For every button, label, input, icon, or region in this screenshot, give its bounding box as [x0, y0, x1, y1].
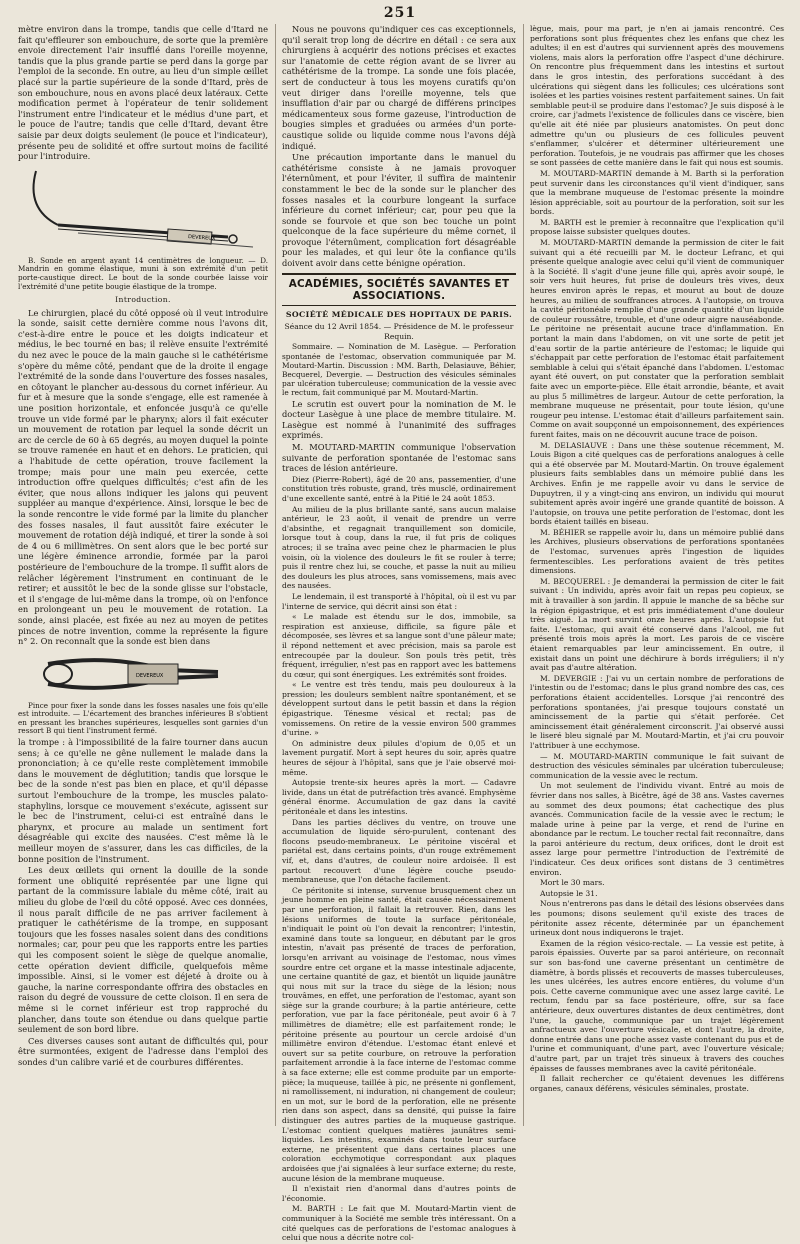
paragraph: Mort le 30 mars. — [540, 878, 605, 888]
paragraph: Le scrutin est ouvert pour la nomination de M. le docteur Lasègue à une place de membre titulaire. M. Lasègue est nommé à l'unanimité des suffrages exprimés. — [282, 398, 516, 441]
society-title: SOCIÉTÉ MÉDICALE DES HOPITAUX DE PARIS. — [285, 309, 513, 319]
paragraph: Il fallait rechercher ce qu'étaient devenues les différens organes, canaux déférens, vésicules séminales, prostate. — [530, 1074, 784, 1093]
seance-line: Séance du 12 Avril 1854. — Présidence de M. le professeur Requin. — [284, 322, 514, 341]
paragraph: Autopsie le 31. — [540, 888, 598, 898]
paragraph: Diez (Pierre-Robert), âgé de 20 ans, passementier, d'une constitution très robuste, grand, très musclé, ordinairement d'une excellente santé, entré à la Pitié le 24 août 1853. — [282, 474, 516, 503]
paragraph: M. DELASIAUVE : Dans une thèse soutenue récemment, M. Louis Bigon a cité quelques cas de perforations analogues à celle qui a été observée par M. Moutard-Martin. On trouve également plusieurs faits semblables dans un mémoire publié dans les Archives. Enfin je me rappelle avoir vu dans le service de Dupuytren, il y a vingt-cinq ans environ, un individu qui mourut subitement après avoir ingéré une grande quantité de boisson. A l'autopsie, on trouva une petite perforation de l'estomac, dont les bords étaient taillés en biseau. — [530, 440, 784, 527]
middle-column — [282, 24, 516, 1244]
paragraph: mètre environ dans la trompe, tandis que celle d'Itard ne fait qu'effleurer son embouchure, de sorte que la première envoie directement l'air insufflé dans l'oreille moyenne, tandis que la plus grande partie se perd dans la gorge par l'emploi de la seconde. En outre, au lieu d'un simple œillet placé sur la partie supérieure de la sonde d'Itard, près de son embouchure, nous en avons placé deux latéraux. Cette modification permet à l'opérateur de tenir solidement l'instrument entre l'indicateur et le médius d'une part, et le pouce de l'autre; tandis que celle d'Itard, devant être saisie par deux doigts seulement (le pouce et l'indicateur), présente peu de solidité et offre surtout moins de facilité pour l'introduire. — [18, 24, 268, 162]
figure-caption: B. Sonde en argent ayant 14 centimètres de longueur. — D. Mandrin en gomme élastique, muni à son extrémité d'un petit porte-caustique direct. Le bout de la sonde courbée laisse voir l'extrémité d'une petite bougie élastique de la trompe. — [18, 255, 268, 291]
paragraph: « Le ventre est très tendu, mais peu douloureux à la pression; les douleurs semblent naître spontanément, et se développent surtout dans le petit bassin et dans la région épigastrique. Ténesme vésical et rectal; pas de vomissemens. On retire de la vessie environ 500 grammes d'urine. » — [282, 680, 516, 738]
figure-pince — [18, 648, 268, 736]
paragraph: Nous ne pouvons qu'indiquer ces cas exceptionnels, qu'il serait trop long de décrire en détail : ce sera aux chirurgiens à acquérir des notions précises et exactes sur l'anatomie de cette région avant de se livrer au cathétérisme de la trompe. La sonde une fois placée, sert de conducteur à tous les moyens curatifs qu'on veut diriger dans l'oreille moyenne, tels que insufflation d'air par ou chargé de différens principes médicamenteux sous forme gazeuse, l'introduction de bougies simples et graduées ou armées d'un porte-caustique solide ou liquide comme nous l'avons déjà indiqué. — [282, 24, 516, 151]
paragraph: Dans les parties déclives du ventre, on trouve une accumulation de liquide séro-purulent, contenant des flocons pseudo-membraneux. Le péritoine viscéral et pariétal est, dans certains points, d'un rouge extrêmement vif, et, dans d'autres, de couleur noire ardoisée. Il est partout recouvert d'une légère couche pseudo-membraneuse, que l'on détache facilement. — [282, 817, 516, 885]
paragraph: Il n'existait rien d'anormal dans d'autres points de l'économie. — [282, 1184, 516, 1203]
paragraph: la trompe : à l'impossibilité de la faire tourner dans aucun sens; à ce qu'elle ne gêne nullement le malade dans la prononciation; à ce qu'elle reste complètement immobile dans le mouvement de déglutition; tandis que lorsque le bec de la sonde n'est pas bien en place, et qu'il dépasse surtout l'embouchure de la trompe, les muscles palato-staphylins, lorsque ce mouvement s'exécute, agissent sur le bec de l'instrument, celui-ci est entraîné dans le pharynx, et procure au malade un sentiment fort désagréable qui excite des nausées. C'est même là le meilleur moyen de s'assurer, dans les cas difficiles, de la bonne position de l'instrument. — [18, 737, 268, 864]
column-rule — [523, 24, 524, 1126]
paragraph: Le lendemain, il est transporté à l'hôpital, où il est vu par l'interne de service, qui décrit ainsi son état : — [282, 591, 516, 611]
left-column — [18, 24, 268, 1068]
paragraph: Le chirurgien, placé du côté opposé où il veut introduire la sonde, saisit cette dernière comme nous l'avons dit, c'est-à-dire entre le pouce et les doigts indicateur et médius, le bec tourné en bas; il relève ensuite l'extrémité du nez avec le pouce de la main gauche si le cathétérisme s'opère du même côté, pendant que de la droite il engage l'extrémité de la sonde dans l'ouverture des fosses nasales, en côtoyant le plancher au-dessous du cornet inférieur. Au fur et à mesure que la sonde s'engage, elle est ramenée à une position horizontale, et enfoncée jusqu'à ce qu'elle trouve un vide formé par le pharynx; alors il fait exécuter un mouvement de rotation par lequel la sonde décrit un arc de cercle de 60 à 65 degrés, au moyen duquel la pointe se trouve ramenée en haut et en dehors. Le praticien, qui a l'habitude de cette opération, trouve facilement la trompe; mais pour une main peu exercée, cette introduction offre quelques difficultés; c'est afin de les éviter, que nous allons indiquer les jalons qui peuvent suppléer au manque d'expérience. Ainsi, lorsque le bec de la sonde rencontre le vide formé par la limite du plancher des fosses nasales, il faut aussitôt faire exécuter le mouvement de rotation déjà indiqué, et tirer la sonde à soi de 4 ou 6 millimètres. On sent alors que le bec porté sur une légère éminence arrondie, formée par la paroi postérieure de l'embouchure de la trompe. Il suffit alors de relâcher légèrement l'instrument en continuant de le retirer; et aussitôt le bec de la sonde glisse sur l'obstacle, et il s'engage de lui-même dans la trompe, où on l'enfonce en prolongeant un peu le mouvement de rotation. La sonde, ainsi placée, est fixée au nez au moyen de petites pinces de notre invention, comme la représente la figure n° 2. On reconnaît que la sonde est bien dans — [18, 307, 268, 647]
paragraph: Nous n'entrerons pas dans le détail des lésions observées dans les poumons; disons seulement qu'il existe des traces de péritonite assez récente, déterminée par un épanchement urineux dont nous indiquerons le trajet. — [530, 899, 784, 938]
paragraph: Au milieu de la plus brillante santé, sans aucun malaise antérieur, le 23 août, il venait de prendre un verre d'absinthe, et regagnait tranquillement son domicile, lorsque tout à coup, dans la rue, il fut pris de coliques atroces; il se traîna avec peine chez le pharmacien le plus voisin, où la violence des douleurs le fit se rouler à terre; puis il rentre chez lui, se couche, et passe la nuit au milieu des douleurs les plus atroces, sans vomissemens, mais avec des nausées. — [282, 504, 516, 591]
paragraph: M. BECQUEREL : Je demanderai la permission de citer le fait suivant : Un individu, après avoir fait un repas peu copieux, se mit à travailler à son jardin. Il appuie le manche de sa bêche sur la région épigastrique, et est pris immédiatement d'une douleur très aiguë. La mort survint onze heures après. L'autopsie fut faite. L'estomac, qui avait été conservé dans l'alcool, me fut présenté trois mois après la mort. Les parois de ce viscère étaient remarquables par leur amincissement. En outre, il existait dans un point une déchirure à bords irréguliers; il n'y avait pas d'autre altération. — [530, 576, 784, 673]
figure-sonde — [18, 163, 268, 291]
right-column — [530, 24, 784, 1094]
paragraph: M. BARTH est le premier à reconnaître que l'explication qu'il propose laisse subsister quelques doutes. — [530, 217, 784, 237]
paragraph: Ce péritonite si intense, survenue brusquement chez un jeune homme en pleine santé, était causée nécessairement par une perforation, il fallait la retrouver. Rien, dans les lésions uniformes de toute la surface péritonéale, n'indiquait le point où l'on devait la rencontrer; l'intestin, examiné dans toute sa longueur, en débutant par le gros intestin, n'avait pas présenté de traces de perforation, lorsqu'en arrivant au voisinage de l'estomac, nous vîmes sourdre entre cet organe et la masse intestinale adjacente, une certaine quantité de gaz, et bientôt un liquide jaunâtre qui nous mit sur la trace du siège de la lésion; nous trouvâmes, en effet, une perforation de l'estomac, ayant son siège sur la grande courbure; à la partie antérieure, cette perforation, vue par la face péritonéale, peut avoir 6 à 7 millimètres de diamètre; elle est parfaitement ronde; le péritoine présente au pourtour un cercle ardoisé d'un millimètre environ d'étendue. L'estomac étant enlevé et ouvert sur sa petite courbure, on retrouve la perforation parfaitement arrondie à la face interne de l'estomac comme à sa face externe; elle est comme produite par un emporte-pièce; la muqueuse, taillée à pic, ne présente ni gonflement, ni ramollissement, ni induration, ni changement de couleur; en un mot, sur le bord de la perforation, elle ne présente rien dans son aspect, dans sa densité, qui puisse la faire distinguer des autres parties de la muqueuse gastrique. L'estomac contient quelques matières jaunâtres semi-liquides. Les intestins, examinés dans toute leur surface externe, ne présentent que dans certaines places une coloration ecchymotique correspondant aux plaques ardoisées que j'ai signalées à leur surface externe; du reste, aucune lésion de la membrane muqueuse. — [282, 885, 516, 1183]
pince-illustration — [18, 648, 268, 700]
paragraph: — M. MOUTARD-MARTIN communique le fait suivant de destruction des vésicules séminales par ulcération tuberculeuse; communication de la vessie avec le rectum. — [530, 751, 784, 780]
paragraph: lègue, mais, pour ma part, je n'en ai jamais rencontré. Ces perforations sont plus fréquentes chez les enfans que chez les adultes; il en est d'autres qui surviennent après des mouvemens violens, mais alors la perforation offre l'aspect d'une déchirure. On rencontre plus fréquemment dans les intestins et surtout dans le gros intestin, des perforations succédant à des ulcérations qui siègent dans les follicules; ces ulcérations sont isolées et les parties voisines restent parfaitement saines. Un fait semblable peut-il se produire dans l'estomac? Je suis disposé à le croire, car j'admets l'existence de follicules dans ce viscère, bien qu'elle ait été niée par plusieurs anatomistes. On peut donc admettre qu'un ou plusieurs de ces follicules peuvent s'enflammer, s'ulcérer et déterminer ultérieurement une perforation. Toutefois, je ne voudrais pas affirmer que les choses se sont passées de cette manière dans le fait qui nous est soumis. — [530, 24, 784, 168]
paragraph: « Le malade est étendu sur le dos, immobile, sa respiration est anxieuse, difficile, sa figure pâle et décomposée, ses lèvres et sa langue sont d'une pâleur mate; il répond nettement et avec précision, mais sa parole est entrecoupée par la douleur. Son pouls très petit, très fréquent, irrégulier, n'est pas en rapport avec les battemens du cœur, qui sont énergiques. Les extrémités sont froides. — [282, 612, 516, 679]
paragraph: Examen de la région vésico-rectale. — La vessie est petite, à parois épaissies. Ouverte par sa paroi antérieure, on reconnaît sur son bas-fond une caverne présentant un centimètre de diamètre, à bords plissés et recouverts de masses tuberculeuses, les unes ulcérées, les autres encore entières, du volume d'un pois. Cette caverne communique avec une assez large cavité. Le rectum, fendu par sa face postérieure, offre, sur sa face antérieure, deux ouvertures distantes de deux centimètres, dont l'une, la gauche, communique par un trajet légèrement anfractueux avec l'ouverture vésicale, et dont l'autre, la droite, donne entrée dans une poche assez vaste contenant du pus et de l'urine et communiquant, d'une part, avec l'ouverture vésicale; d'autre part, par un trajet très sinueux à travers des couches épaisses de fausses membranes avec la cavité péritonéale. — [530, 938, 784, 1073]
column-rule — [275, 24, 276, 1126]
paragraph: M. MOUTARD-MARTIN communique l'observation suivante de perforation spontanée de l'estomac sans traces de lésion antérieure. — [282, 442, 516, 474]
paragraph: M. MOUTARD-MARTIN demande la permission de citer le fait suivant qui a été recueilli par M. le docteur Lefranc, et qui présente quelque analogie avec celui qu'il vient de communiquer à la Société. Il s'agit d'une jeune fille qui, après avoir soupé, le soir vers huit heures, fut prise de douleurs très vives, deux heures environ après le repas, et mourut au bout de douze heures, au milieu de souffrances atroces. A l'autopsie, on trouva la cavité péritonéale remplie d'une grande quantité d'un liquide de couleur roussâtre, trouble, et d'une odeur aigre nauséabonde. Le péritoine ne présentait aucune trace d'inflammation. En portant la main dans l'abdomen, on vit une sorte de petit jet d'eau sortir de la partie antérieure de l'estomac; le liquide qui s'échappait par cette perforation de l'estomac était parfaitement semblable à celui qui s'était épanché dans l'abdomen. L'estomac ayant été ouvert, on put constater que la perforation semblait faite avec un emporte-pièce. Elle était arrondie, béante, et avait au plus 5 millimètres de largeur. Autour de cette perforation, la membrane muqueuse ne présentait, pour toute lésion, qu'une rougeur peu intense. L'estomac était d'ailleurs parfaitement sain. Comme on avait soupçonné un empoisonnement, des expériences furent faites, mais on ne découvrit aucune trace de poison. — [530, 238, 784, 439]
paragraph: M. BÉHIER se rappelle avoir lu, dans un mémoire publié dans les Archives, plusieurs observations de perforations spontanées de l'estomac, survenues après l'ingestion de liquides fermentescibles. Les perforations avaient de très petites dimensions. — [530, 527, 784, 576]
paragraph: Ces diverses causes sont autant de difficultés qui, pour être surmontées, exigent de l'adresse dans l'emploi des sondes d'un calibre varié et de courbures différentes. — [18, 1035, 268, 1067]
paragraph: M. DEVERGIE : J'ai vu un certain nombre de perforations de l'intestin ou de l'estomac; dans le plus grand nombre des cas, ces perforations étaient accidentelles. Lorsque j'ai rencontré des perforations spontanées, j'ai presque toujours constaté un amincissement de la partie qui s'était perforée. Cet amincissement était généralement circonscrit. J'ai observé aussi le liseré bleu signalé par M. Moutard-Martin, et j'ai cru pouvoir l'attribuer à une ecchymose. — [530, 673, 784, 750]
paragraph: M. BARTH : Le fait que M. Moutard-Martin vient de communiquer à la Société me semble très intéressant. On a cité quelques cas de perforations de l'estomac analogues à celui que nous a décrite notre col- — [282, 1204, 516, 1243]
paragraph: Une précaution importante dans le manuel du cathétérisme consiste à ne jamais provoquer l'éternûment, et pour l'éviter, il suffira de maintenir constamment le bec de la sonde sur le plancher des fosses nasales et la courbure longeant la surface inférieure du cornet inférieur; car, pour peu que la sonde se fourvoie et que son bec touche un point quelconque de la face supérieure du même cornet, il provoque l'éternûment, complication fort désagréable pour les malades, et qui leur ôte la confiance qu'ils doivent avoir dans cette bénigne opération. — [282, 152, 516, 269]
page-number: 251 — [383, 5, 417, 21]
paragraph: M. MOUTARD-MARTIN demande à M. Barth si la perforation peut survenir dans les circonstances qu'il vient d'indiquer, sans que la membrane muqueuse de l'estomac présente la moindre lésion appréciable, soit au pourtour de la perforation, soit sur les bords. — [530, 168, 784, 217]
paragraph: Les deux œillets qui ornent la douille de la sonde forment une obliquité représentée par une ligne qui partant de la commissure labiale du même côté, irait au milieu du globe de l'œil du côté opposé. Avec ces données, il nous paraît difficile de ne pas arriver facilement à pratiquer le cathétérisme de la trompe, en supposant toujours que les fosses nasales soient dans des conditions normales; car, pour peu que les rapports entre les parties qui les composent soient le siège de quelque anomalie, cette opération devient difficile, quelquefois même impossible. Ainsi, si le vomer est déjeté à droite ou à gauche, la narine correspondante offrira des obstacles en raison du degré de voussure de cette cloison. Il en sera de même si le cornet inférieur est trop rapproché du plancher, dans toute son étendue ou dans quelque partie seulement de son bord libre. — [18, 865, 268, 1035]
paragraph: On administre deux pilules d'opium de 0,05 et un lavement purgatif. Mort à sept heures du soir, après quatre heures de séjour à l'hôpital, sans que je l'aie observé moi-même. — [282, 738, 516, 777]
sommaire: Sommaire. — Nomination de M. Lasègue. — Perforation spontanée de l'estomac, observation communiquée par M. Moutard-Martin. Discussion : MM. Barth, Delasiauve, Béhier, Becquerel, Devergie. — Destruction des vésicules séminales par ulcération tuberculeuse; communication de la vessie avec le rectum, fait communiqué par M. Moutard-Martin. — [282, 342, 516, 398]
paragraph: Autopsie trente-six heures après la mort. — Cadavre livide, dans un état de putréfaction très avancé. Emphysème général énorme. Accumulation de gaz dans la cavité péritonéale et dans les intestins. — [282, 778, 516, 816]
section-title: ACADÉMIES, SOCIÉTÉS SAVANTES ET ASSOCIATIONS. — [282, 273, 516, 306]
section-heading: Introduction. — [115, 295, 171, 305]
figure-label: DEVEREUX — [187, 233, 216, 242]
figure-caption: Pince pour fixer la sonde dans les fosses nasales une fois qu'elle est introduite. — L'écartement des branches inférieures B s'obtient en pressant les branches supérieures, lesquelles sont garnies d'un ressort B qui tient l'instrument fermé. — [18, 700, 268, 736]
sonde-illustration — [18, 163, 268, 255]
figure-label: DEVEREUX — [136, 672, 164, 679]
paragraph: Un mot seulement de l'individu vivant. Entré au mois de février dans nos salles, à Bicêtre, âgé de 38 ans. Vastes cavernes au sommet des deux poumons; état cachectique des plus avancés. Communication facile de la vessie avec le rectum; le malade urine à peine par la verge, et rend de l'urine en abondance par le rectum. Le toucher rectal fait reconnaître, dans la paroi antérieure du rectum, deux orifices, dont le droit est assez large pour permettre l'introduction de l'extrémité de l'indicateur. Ces deux orifices sont distans de 3 centimètres environ. — [530, 781, 784, 877]
